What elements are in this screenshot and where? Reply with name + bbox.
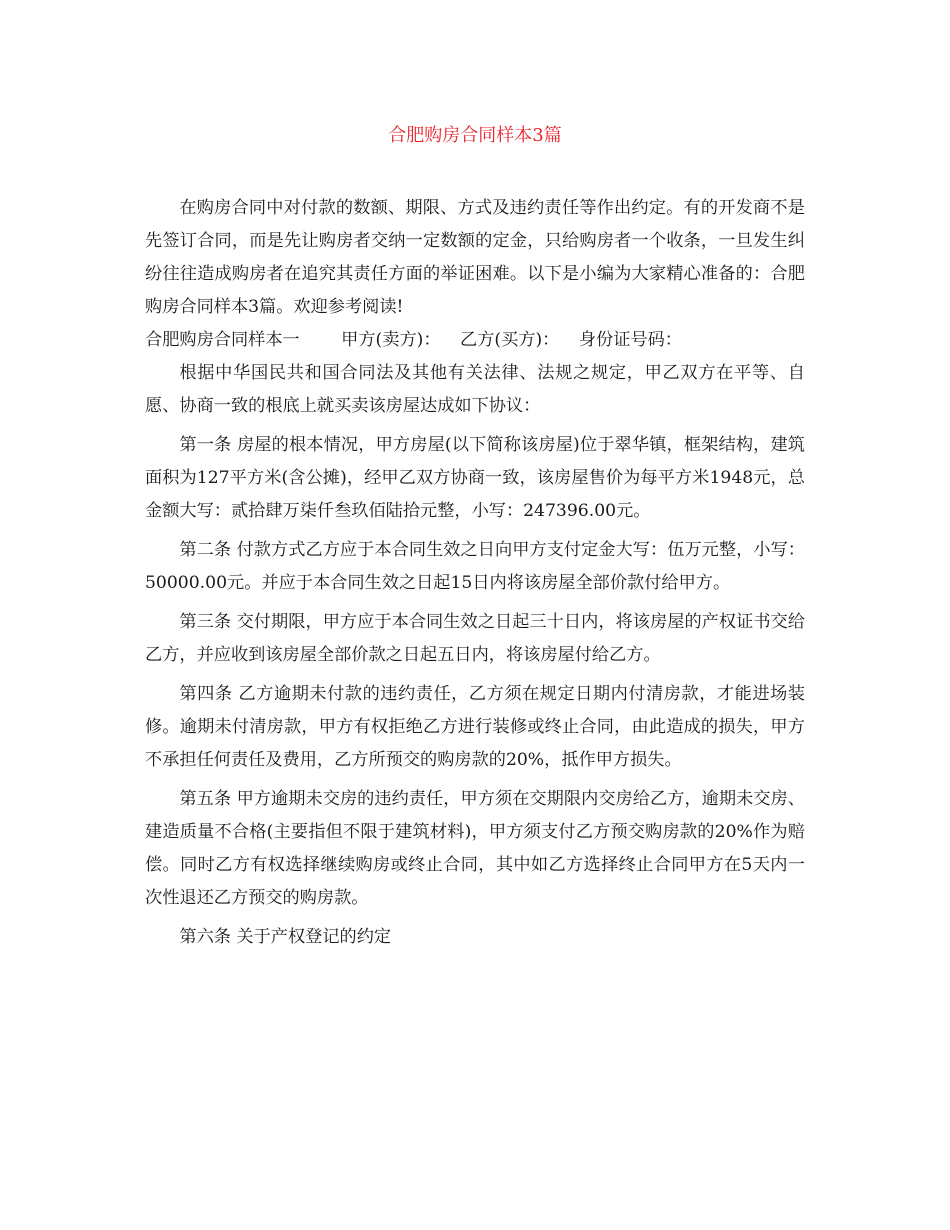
article-3: 第三条 交付期限，甲方应于本合同生效之日起三十日内，将该房屋的产权证书交给乙方，并应收到该房屋全部价款之日起五日内，将该房屋付给乙方。 bbox=[145, 612, 805, 665]
parties-line bbox=[145, 324, 805, 357]
document-title: 合肥购房合同样本3篇 bbox=[388, 125, 562, 146]
sample-heading: 合肥购房合同样本一 bbox=[145, 330, 300, 350]
article-1: 第一条 房屋的根本情况，甲方房屋(以下简称该房屋)位于翠华镇，框架结构，建筑面积为127平方米(含公摊)，经甲乙双方协商一致，该房屋售价为每平方米1948元，总金额大写：贰拾肆万柒仟叁玖佰陆拾元整，小写：247396.00元。 bbox=[145, 435, 805, 521]
article-4: 第四条 乙方逾期未付款的违约责任，乙方须在规定日期内付清房款，才能进场装修。逾期未付清房款，甲方有权拒绝乙方进行装修或终止合同，由此造成的损失，甲方不承担任何责任及费用，乙方所预交的购房款的20%，抵作甲方损失。 bbox=[145, 684, 805, 770]
document-body bbox=[145, 192, 805, 960]
id-number-label: 身份证号码： bbox=[578, 330, 682, 350]
article-6: 第六条 关于产权登记的约定 bbox=[179, 927, 392, 947]
party-b-label: 乙方(买方)： bbox=[460, 330, 560, 350]
party-a-label: 甲方(卖方)： bbox=[341, 330, 441, 350]
article-2: 第二条 付款方式乙方应于本合同生效之日向甲方支付定金大写：伍万元整，小写：50000.00元。并应于本合同生效之日起15日内将该房屋全部价款付给甲方。 bbox=[145, 540, 805, 593]
preamble-paragraph: 根据中华国民共和国合同法及其他有关法律、法规之规定，甲乙双方在平等、自愿、协商一致的根底上就买卖该房屋达成如下协议： bbox=[145, 363, 805, 416]
intro-paragraph: 在购房合同中对付款的数额、期限、方式及违约责任等作出约定。有的开发商不是先签订合同，而是先让购房者交纳一定数额的定金，只给购房者一个收条，一旦发生纠纷往往造成购房者在追究其责任方面的举证困难。以下是小编为大家精心准备的：合肥购房合同样本3篇。欢迎参考阅读! bbox=[145, 198, 805, 317]
article-5: 第五条 甲方逾期未交房的违约责任，甲方须在交期限内交房给乙方，逾期未交房、建造质量不合格(主要指但不限于建筑材料)，甲方须支付乙方预交购房款的20%作为赔偿。同时乙方有权选择继续购房或终止合同，其中如乙方选择终止合同甲方在5天内一次性退还乙方预交的购房款。 bbox=[145, 789, 805, 908]
